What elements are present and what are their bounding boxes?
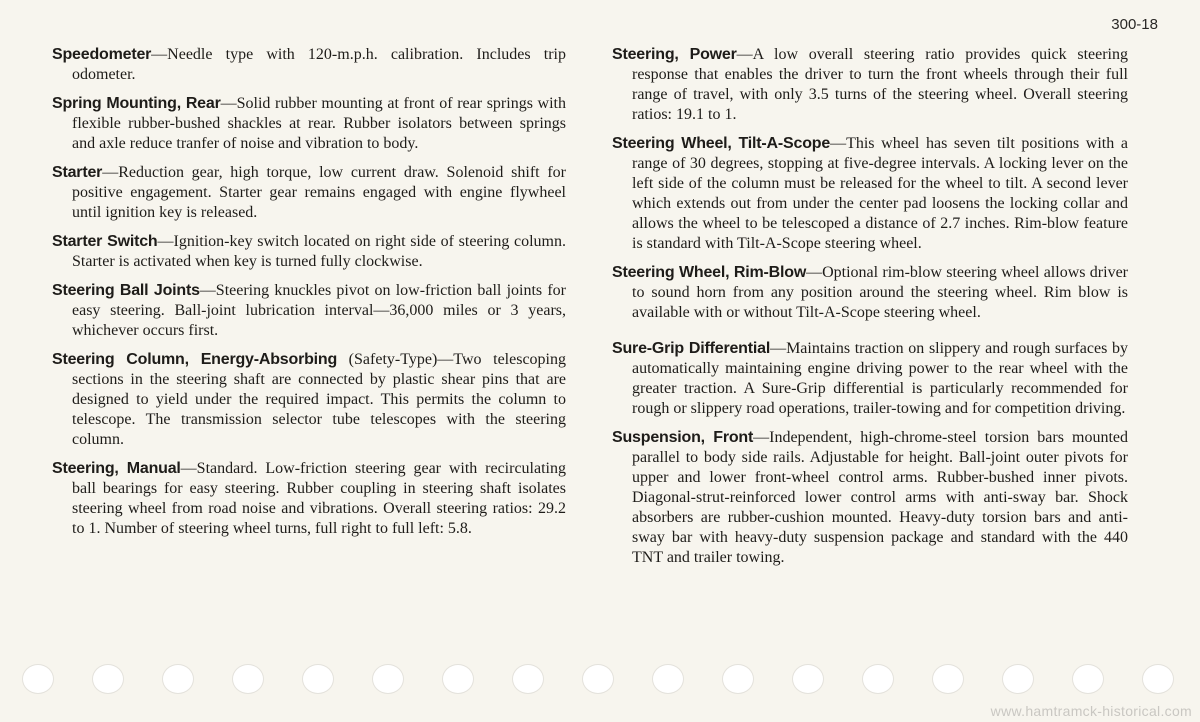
binder-hole: [22, 664, 54, 694]
entry-text: —Needle type with 120-m.p.h. calibration. Includes trip odometer.: [72, 46, 566, 83]
binder-hole: [1002, 664, 1034, 694]
entry-term: Steering Wheel, Rim-Blow: [612, 264, 807, 281]
entry-term: Steering Ball Joints: [52, 282, 200, 299]
binder-hole: [162, 664, 194, 694]
entry-term: Steering Column, Energy-Absorbing: [52, 351, 338, 368]
entry-text: —Ignition-key switch located on right side of steering column. Starter is activated when key is turned fully clockwise.: [72, 233, 566, 270]
entry-text: (Safety-Type)—Two telescoping sections in the steering shaft are connected by plastic shear pins that are designed to yield under the required impact. This permits the column to telescope. The transmission selector tube telescopes with the steering column.: [72, 351, 566, 448]
entry-steering-ball-joints: [52, 281, 566, 341]
entry-steering-column: [52, 350, 566, 450]
entry-text: —Reduction gear, high torque, low current draw. Solenoid shift for positive engagement. Starter gear remains engaged with engine flywheel until ignition key is released.: [72, 164, 566, 221]
entry-term: Starter Switch: [52, 233, 158, 250]
entry-speedometer: [52, 45, 566, 85]
entry-text: —Optional rim-blow steering wheel allows driver to sound horn from any position around the steering wheel. Rim blow is available with or without Tilt-A-Scope steering wheel.: [632, 264, 1128, 321]
entry-term: Steering, Power: [612, 46, 737, 63]
entry-term: Sure-Grip Differential: [612, 340, 771, 357]
entry-term: Starter: [52, 164, 103, 181]
entry-text: —Standard. Low-friction steering gear with recirculating ball bearings for easy steering. Rubber coupling in steering shaft isolates steering wheel from road noise and vibrations. Overall steering ratios: 29.2 to 1. Number of steering wheel turns, full right to full left: 5.8.: [72, 460, 566, 537]
binder-hole: [722, 664, 754, 694]
binder-hole: [442, 664, 474, 694]
entry-text: —A low overall steering ratio provides quick steering response that enables the driver to turn the front wheels through their full range of travel, with only 3.5 turns of the steering wheel. Overall steering ratios: 19.1 to 1.: [632, 46, 1128, 123]
entry-steering-manual: [52, 459, 566, 539]
entry-suspension-front: [612, 428, 1128, 568]
entry-text: —Steering knuckles pivot on low-friction ball joints for easy steering. Ball-joint lubrication interval—36,000 miles or 3 years, whichever occurs first.: [72, 282, 566, 339]
entry-text: —This wheel has seven tilt positions with a range of 30 degrees, stopping at five-degree intervals. A locking lever on the left side of the column must be released for the wheel to tilt. A second lever which extends out from under the center pad loosens the locking collar and allows the wheel to be telescoped a distance of 2.7 inches. Rim-blow feature is standard with Tilt-A-Scope steering wheel.: [632, 135, 1128, 252]
binder-hole: [512, 664, 544, 694]
binder-hole: [302, 664, 334, 694]
binder-hole: [1072, 664, 1104, 694]
entry-text: —Solid rubber mounting at front of rear springs with flexible rubber-bushed shackles at rear. Rubber isolators between springs and axle reduce tranfer of noise and vibration to body.: [72, 95, 566, 152]
binder-hole: [372, 664, 404, 694]
entry-term: Steering, Manual: [52, 460, 181, 477]
watermark: www.hamtramck-historical.com: [990, 703, 1192, 719]
entry-sure-grip-differential: [612, 339, 1128, 419]
binder-hole: [92, 664, 124, 694]
page-number: 300-18: [1111, 16, 1158, 33]
binder-hole: [932, 664, 964, 694]
entry-term: Suspension, Front: [612, 429, 754, 446]
entry-term: Steering Wheel, Tilt-A-Scope: [612, 135, 831, 152]
binder-hole: [232, 664, 264, 694]
entry-steering-power: [612, 45, 1128, 125]
entry-steering-wheel-rim-blow: [612, 263, 1128, 323]
binder-hole: [652, 664, 684, 694]
left-column: [52, 45, 566, 539]
entry-steering-wheel-tilt: [612, 134, 1128, 254]
entry-term: Speedometer: [52, 46, 152, 63]
entry-spring-mounting-rear: [52, 94, 566, 154]
binder-holes: [0, 664, 1200, 694]
binder-hole: [862, 664, 894, 694]
entry-text: —Maintains traction on slippery and rough surfaces by automatically maintaining engine driving power to the rear wheel with the greater traction. A Sure-Grip differential is particularly recommended for rough or slippery road operations, trailer-towing and for competition driving.: [632, 340, 1129, 417]
entry-text: —Independent, high-chrome-steel torsion bars mounted parallel to body side rails. Adjustable for height. Ball-joint outer pivots for upper and lower front-wheel control arms. Rubber-bushed inner pivots. Diagonal-strut-reinforced lower control arms with anti-sway bar. Shock absorbers are rubber-cushion mounted. Heavy-duty torsion bars and anti-sway bar with heavy-duty suspension package and standard with the 440 TNT and trailer towing.: [632, 429, 1128, 566]
entry-starter-switch: [52, 232, 566, 272]
entry-starter: [52, 163, 566, 223]
binder-hole: [792, 664, 824, 694]
binder-hole: [582, 664, 614, 694]
right-column: [612, 45, 1128, 568]
binder-hole: [1142, 664, 1174, 694]
entry-term: Spring Mounting, Rear: [52, 95, 221, 112]
